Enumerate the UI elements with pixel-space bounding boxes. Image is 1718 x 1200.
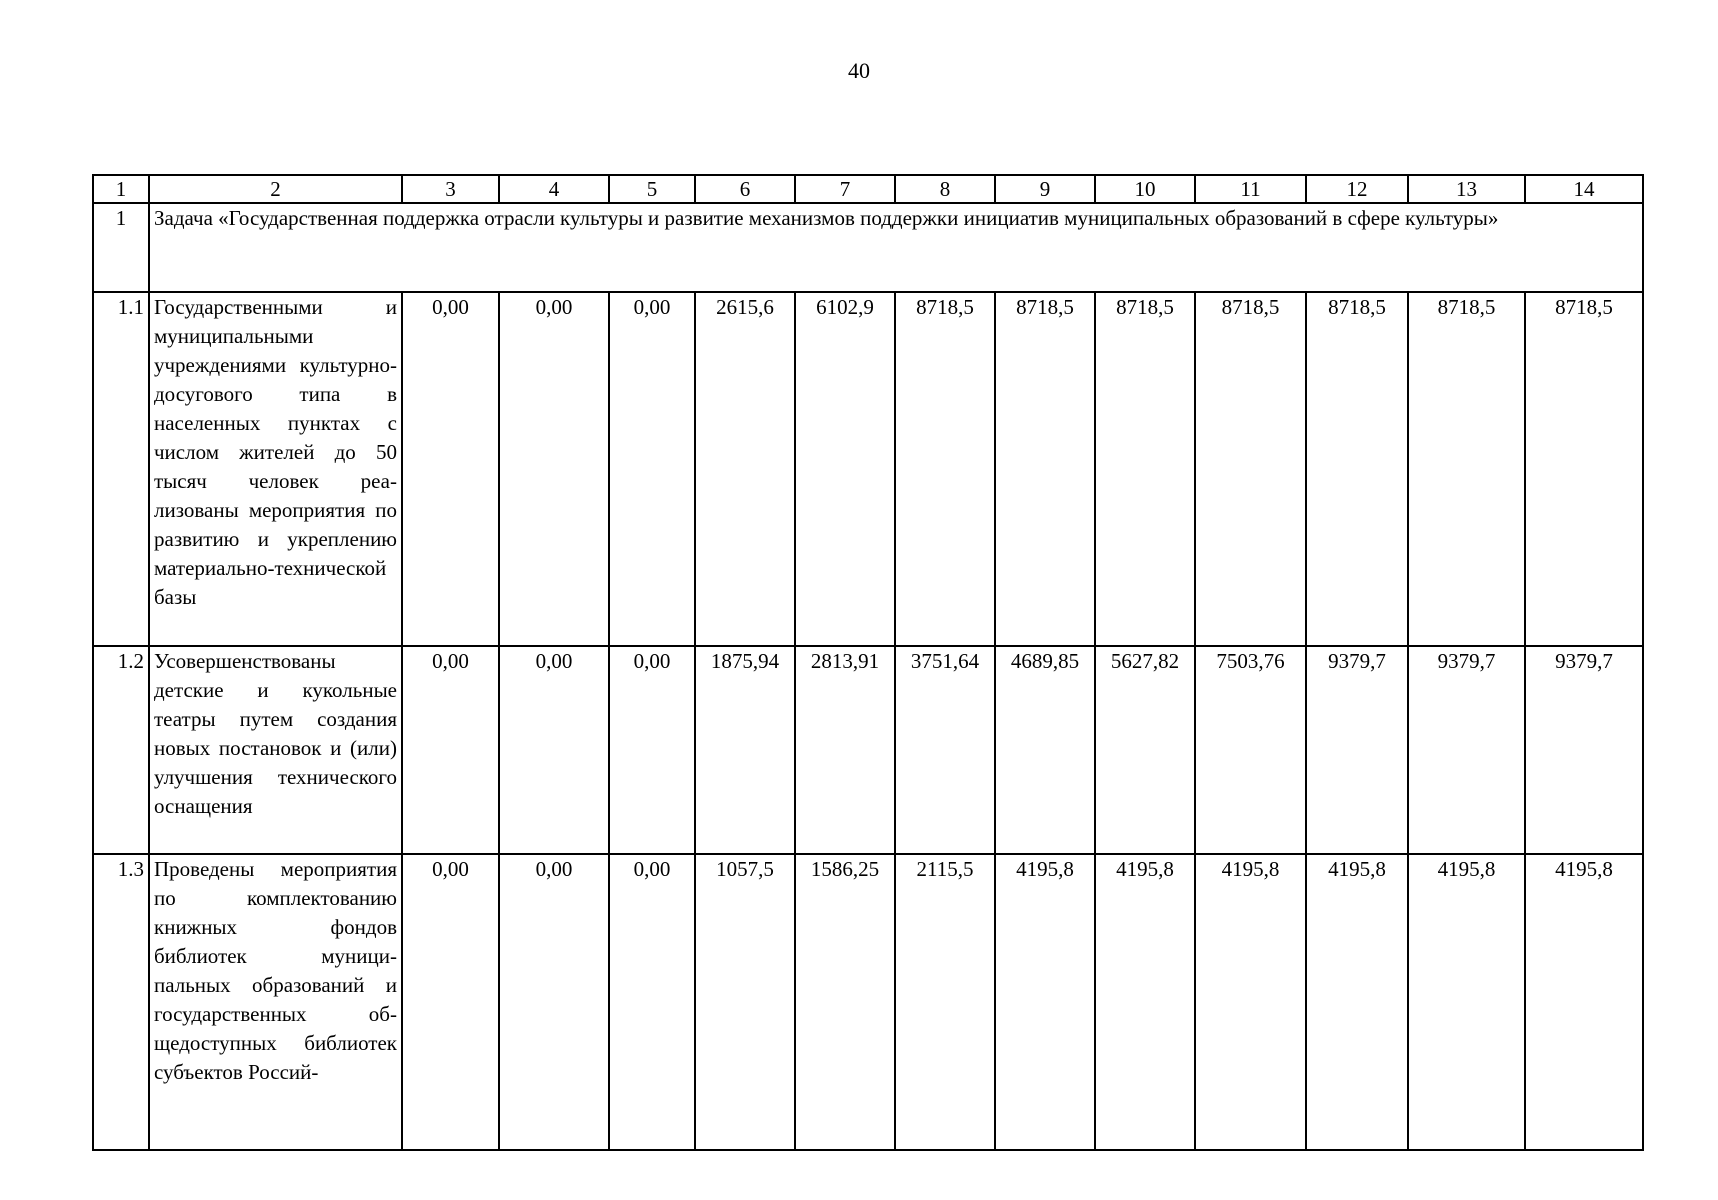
column-header: 7	[795, 175, 895, 203]
value-cell: 7503,76	[1195, 646, 1306, 854]
column-header: 8	[895, 175, 995, 203]
column-header: 6	[695, 175, 795, 203]
value-cell: 4195,8	[1195, 854, 1306, 1150]
value-cell: 8718,5	[1195, 292, 1306, 646]
value-cell: 1057,5	[695, 854, 795, 1150]
value-cell: 2115,5	[895, 854, 995, 1150]
value-cell: 9379,7	[1408, 646, 1525, 854]
value-cell: 8718,5	[1095, 292, 1195, 646]
column-header: 9	[995, 175, 1095, 203]
column-header: 2	[149, 175, 402, 203]
table-row	[93, 854, 1643, 1150]
column-header: 4	[499, 175, 609, 203]
value-cell: 1586,25	[795, 854, 895, 1150]
value-cell: 0,00	[609, 646, 695, 854]
value-cell: 9379,7	[1525, 646, 1643, 854]
value-cell: 5627,82	[1095, 646, 1195, 854]
value-cell: 0,00	[499, 854, 609, 1150]
row-number: 1.1	[93, 292, 149, 646]
column-header: 10	[1095, 175, 1195, 203]
value-cell: 8718,5	[1306, 292, 1408, 646]
value-cell: 1875,94	[695, 646, 795, 854]
column-header: 5	[609, 175, 695, 203]
value-cell: 8718,5	[895, 292, 995, 646]
value-cell: 4195,8	[1525, 854, 1643, 1150]
row-number: 1.3	[93, 854, 149, 1150]
value-cell: 4689,85	[995, 646, 1095, 854]
column-header: 1	[93, 175, 149, 203]
column-header: 12	[1306, 175, 1408, 203]
row-number: 1.2	[93, 646, 149, 854]
value-cell: 2615,6	[695, 292, 795, 646]
table-row	[93, 646, 1643, 854]
row-description: Государственными и муниципальными учреждениями культурно-досугового типа в населенных пунктах с числом жителей до 50 тысяч человек реализованы мероприятия по развитию и укреплению материально-технической базы	[149, 292, 402, 646]
value-cell: 4195,8	[1306, 854, 1408, 1150]
value-cell: 8718,5	[1525, 292, 1643, 646]
row-description: Усовершенствованы детские и кукольные театры путем создания новых постановок и (или) улучшения технического оснащения	[149, 646, 402, 854]
value-cell: 2813,91	[795, 646, 895, 854]
value-cell: 0,00	[609, 854, 695, 1150]
row-number: 1	[93, 203, 149, 292]
value-cell: 8718,5	[1408, 292, 1525, 646]
value-cell: 0,00	[499, 292, 609, 646]
value-cell: 9379,7	[1306, 646, 1408, 854]
column-header: 13	[1408, 175, 1525, 203]
column-header: 11	[1195, 175, 1306, 203]
value-cell: 6102,9	[795, 292, 895, 646]
value-cell: 4195,8	[995, 854, 1095, 1150]
data-table	[92, 174, 1644, 1151]
column-header: 3	[402, 175, 499, 203]
task-title: Задача «Государственная поддержка отрасли культуры и развитие механизмов поддержки инициатив муниципальных образований в сфере культуры»	[149, 203, 1643, 292]
column-header: 14	[1525, 175, 1643, 203]
value-cell: 0,00	[402, 646, 499, 854]
value-cell: 4195,8	[1095, 854, 1195, 1150]
row-description: Проведены мероприятия по комплектованию книжных фондов библиотек муниципальных образований и государственных общедоступных библиотек субъектов Россий-	[149, 854, 402, 1150]
column-number-row	[93, 175, 1643, 203]
value-cell: 0,00	[402, 854, 499, 1150]
page-number: 40	[848, 58, 870, 83]
value-cell: 3751,64	[895, 646, 995, 854]
value-cell: 8718,5	[995, 292, 1095, 646]
table-row	[93, 292, 1643, 646]
value-cell: 0,00	[402, 292, 499, 646]
value-cell: 0,00	[499, 646, 609, 854]
value-cell: 4195,8	[1408, 854, 1525, 1150]
task-row	[93, 203, 1643, 292]
value-cell: 0,00	[609, 292, 695, 646]
